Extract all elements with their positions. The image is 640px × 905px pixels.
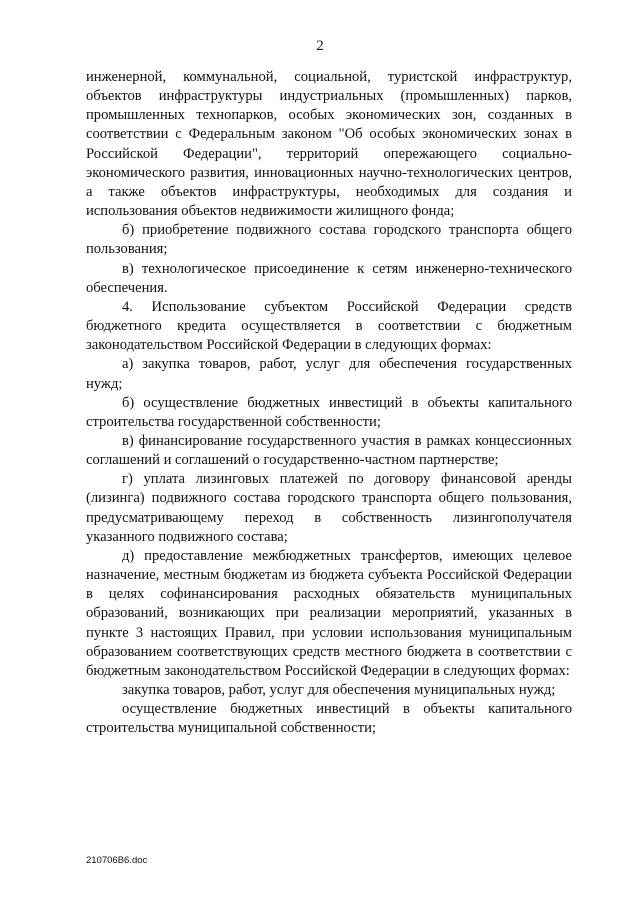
paragraph-item-d-transfers: д) предоставление межбюджетных трансфертов, имеющих целевое назначение, местным бюджетам из бюджета субъекта Российской Федерации в целях софинансирования расходных обязательств муниципальных образований, возникающих при реализации мероприятий, указанных в пункте 3 настоящих Правил, при условии использования муниципальным образованием соответствующих средств местного бюджета в соответствии с бюджетным законодательством Российской Федерации в следующих формах: bbox=[86, 547, 572, 679]
paragraph-item-a-procurement: а) закупка товаров, работ, услуг для обеспечения государственных нужд; bbox=[86, 356, 572, 392]
paragraph-item-b-investments: б) осуществление бюджетных инвестиций в объекты капитального строительства государственной собственности; bbox=[86, 394, 572, 430]
paragraph-section-4: 4. Использование субъектом Российской Федерации средств бюджетного кредита осуществляется в соответствии с бюджетным законодательством Российской Федерации в следующих формах: bbox=[86, 298, 572, 354]
document-body bbox=[86, 68, 572, 738]
paragraph-municipal-investments: осуществление бюджетных инвестиций в объекты капитального строительства муниципальной собственности; bbox=[86, 701, 572, 737]
paragraph-infrastructure-continuation: инженерной, коммунальной, социальной, туристской инфраструктур, объектов инфраструктуры индустриальных (промышленных) парков, промышленных технопарков, особых экономических зон, созданных в соответствии с Федеральным законом "Об особых экономических зонах в Российской Федерации", территорий опережающего социально-экономического развития, инновационных научно-технологических центров, а также объектов инфраструктуры, необходимых для создания и использования объектов недвижимости жилищного фонда; bbox=[86, 69, 572, 220]
paragraph-item-v-connection: в) технологическое присоединение к сетям инженерно-технического обеспечения. bbox=[86, 260, 572, 296]
footer-filename: 210706B6.doc bbox=[86, 855, 148, 866]
paragraph-item-b-rolling-stock: б) приобретение подвижного состава городского транспорта общего пользования; bbox=[86, 222, 572, 258]
page-number: 2 bbox=[316, 38, 324, 54]
paragraph-municipal-procurement: закупка товаров, работ, услуг для обеспечения муниципальных нужд; bbox=[122, 682, 556, 698]
paragraph-item-v-concessions: в) финансирование государственного участия в рамках концессионных соглашений и соглашений о государственно-частном партнерстве; bbox=[86, 432, 572, 469]
paragraph-item-g-leasing: г) уплата лизинговых платежей по договору финансовой аренды (лизинга) подвижного состава городского транспорта общего пользования, предусматривающему переход в собственность лизингополучателя указанного подвижного состава; bbox=[86, 471, 572, 545]
